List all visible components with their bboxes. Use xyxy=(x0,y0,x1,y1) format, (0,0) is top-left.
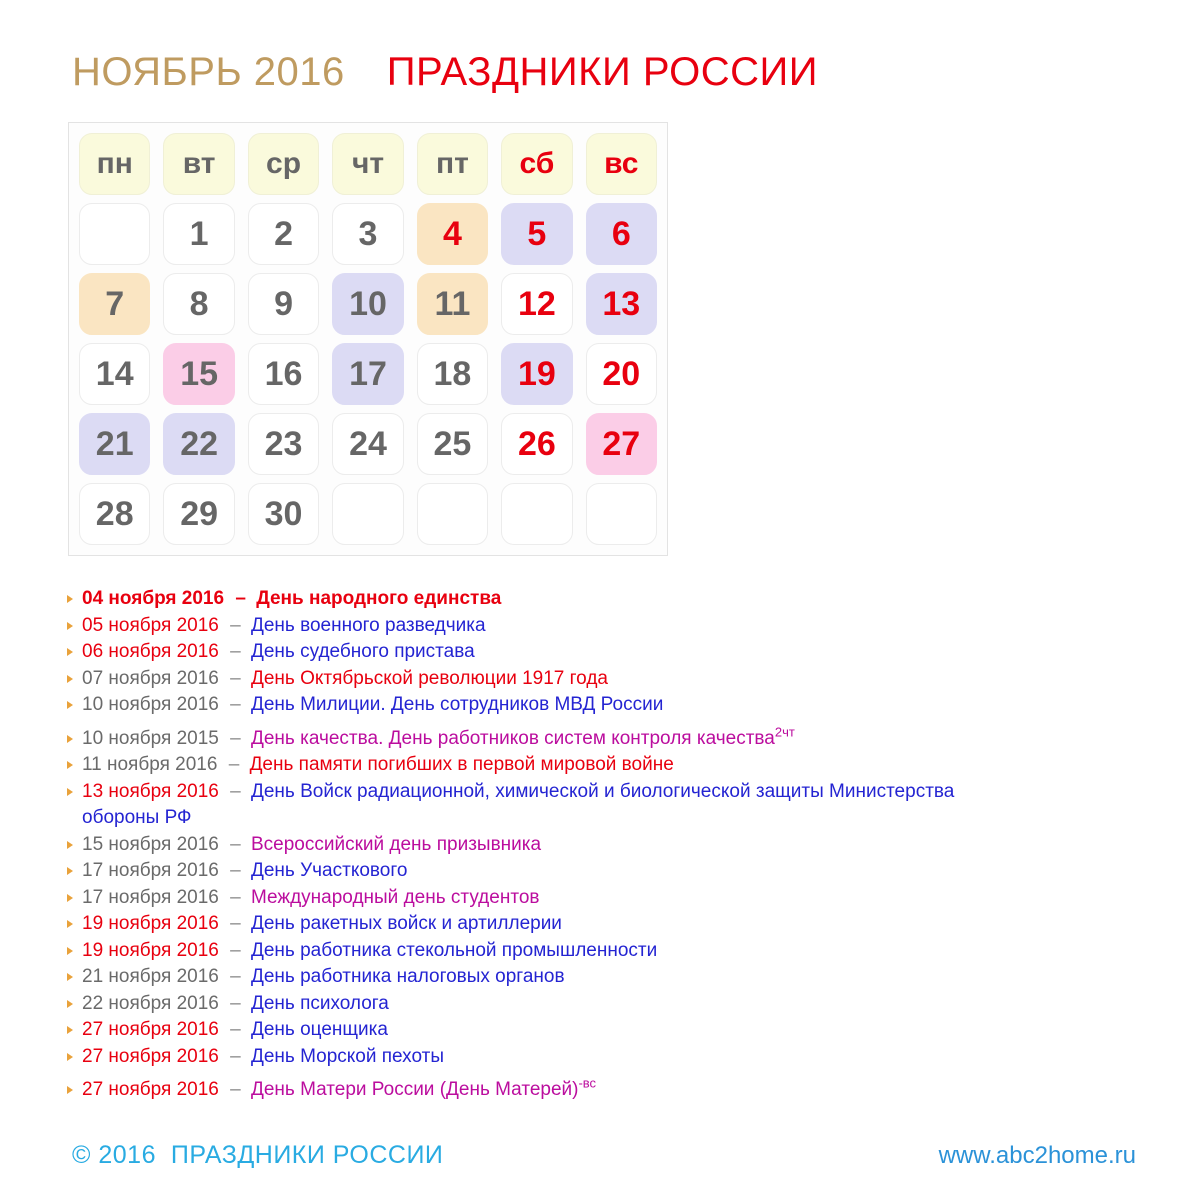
calendar-day-cell xyxy=(332,483,403,545)
holiday-dash: – xyxy=(228,754,240,775)
calendar-day-cell xyxy=(163,273,234,335)
calendar-day-cell xyxy=(417,483,488,545)
calendar-day-cell xyxy=(79,203,150,265)
holiday-item xyxy=(66,779,966,832)
day-number: 26 xyxy=(517,424,556,463)
holiday-date: 19 ноября 2016 xyxy=(82,913,219,934)
holiday-name[interactable] xyxy=(251,1019,388,1040)
holiday-item xyxy=(66,832,966,859)
holiday-name-text: День работника налоговых органов xyxy=(250,966,565,987)
holiday-name-text: День Матери России (День Матерей) xyxy=(250,1079,579,1100)
day-number: 8 xyxy=(189,284,209,323)
holiday-name[interactable] xyxy=(251,993,389,1014)
bullet-arrow-icon xyxy=(67,788,73,796)
holiday-date: 27 ноября 2016 xyxy=(82,1045,219,1067)
holiday-item xyxy=(66,726,966,753)
day-number: 29 xyxy=(180,494,219,533)
holiday-name-text: Всероссийский день призывника xyxy=(250,833,542,855)
bullet-arrow-icon xyxy=(67,841,73,849)
holiday-dash: – xyxy=(230,641,241,662)
day-number: 2 xyxy=(274,214,294,253)
holiday-name-text: День судебного пристава xyxy=(250,641,475,662)
holiday-date: 19 ноября 2016 xyxy=(82,939,219,961)
holiday-name[interactable] xyxy=(251,615,486,636)
weekday-header-cell: чт xyxy=(332,133,403,195)
bullet-arrow-icon xyxy=(67,1000,73,1008)
holiday-item xyxy=(66,639,966,666)
day-number: 13 xyxy=(602,284,641,323)
holiday-dash: – xyxy=(230,939,241,961)
calendar-day-cell xyxy=(501,483,572,545)
holiday-name-text: День Войск радиационной, химической и биологической защиты Министерства обороны РФ xyxy=(82,780,955,828)
calendar-day-cell xyxy=(586,483,657,545)
holiday-name[interactable] xyxy=(251,834,541,855)
holiday-item xyxy=(66,613,966,640)
holiday-date: 17 ноября 2016 xyxy=(82,886,219,908)
holiday-dash: – xyxy=(230,992,241,1014)
day-number: 23 xyxy=(264,424,303,463)
calendar-day-cell xyxy=(79,483,150,545)
calendar-day-cell xyxy=(586,343,657,405)
holiday-date: 10 ноября 2016 xyxy=(82,694,219,715)
holiday-name-text: День военного разведчика xyxy=(250,614,486,636)
holiday-name[interactable] xyxy=(251,860,407,881)
calendar-day-cell xyxy=(248,203,319,265)
holiday-list xyxy=(66,586,966,1104)
holiday-item xyxy=(66,1044,966,1071)
calendar-day-cell xyxy=(501,413,572,475)
day-number: 4 xyxy=(442,214,462,253)
day-number: 7 xyxy=(105,284,125,323)
holiday-name-text: День работника стекольной промышленности xyxy=(250,939,658,961)
holiday-name[interactable] xyxy=(250,754,674,775)
calendar-day-cell xyxy=(332,273,403,335)
day-number: 16 xyxy=(264,354,303,393)
site-title: ПРАЗДНИКИ РОССИИ xyxy=(386,50,819,94)
calendar-day-cell xyxy=(501,343,572,405)
holiday-date: 13 ноября 2016 xyxy=(82,780,219,802)
bullet-arrow-icon xyxy=(67,735,73,743)
holiday-item xyxy=(66,858,966,885)
holiday-dash: – xyxy=(230,727,241,749)
page-footer xyxy=(0,1141,1200,1170)
day-number: 22 xyxy=(180,424,219,463)
bullet-arrow-icon xyxy=(67,920,73,928)
day-number: 21 xyxy=(95,424,134,463)
bullet-arrow-icon xyxy=(67,761,73,769)
month-title: НОЯБРЬ 2016 xyxy=(72,50,345,94)
calendar-grid xyxy=(79,133,657,545)
weekday-header-cell: сб xyxy=(501,133,572,195)
calendar-day-cell xyxy=(417,203,488,265)
day-number: 24 xyxy=(349,424,387,463)
day-number: 25 xyxy=(433,424,472,463)
holiday-date: 17 ноября 2016 xyxy=(82,860,219,881)
calendar-day-cell xyxy=(79,343,150,405)
holiday-date: 06 ноября 2016 xyxy=(82,641,219,662)
weekday-header-cell: пн xyxy=(79,133,150,195)
holiday-dash: – xyxy=(230,913,241,934)
holiday-dash: – xyxy=(230,614,241,636)
calendar-day-cell xyxy=(586,413,657,475)
day-number: 14 xyxy=(95,354,134,393)
holiday-item xyxy=(66,692,966,719)
holiday-name-text: День ракетных войск и артиллерии xyxy=(250,913,562,934)
day-number: 5 xyxy=(527,214,547,253)
bullet-arrow-icon xyxy=(67,1053,73,1061)
weekday-header-cell: пт xyxy=(417,133,488,195)
holiday-name-text: День народного единства xyxy=(256,588,502,609)
calendar-day-cell xyxy=(248,343,319,405)
calendar-day-cell xyxy=(79,273,150,335)
calendar-day-cell xyxy=(417,273,488,335)
holiday-dash: – xyxy=(230,1019,241,1040)
calendar xyxy=(68,122,668,556)
weekday-header-cell: вт xyxy=(163,133,234,195)
bullet-arrow-icon xyxy=(67,973,73,981)
day-number: 27 xyxy=(602,424,641,463)
day-number: 9 xyxy=(274,284,294,323)
day-number: 19 xyxy=(517,354,556,393)
calendar-day-cell xyxy=(79,413,150,475)
bullet-arrow-icon xyxy=(67,867,73,875)
copyright-text: © 2016 ПРАЗДНИКИ РОССИИ xyxy=(72,1141,444,1169)
bullet-arrow-icon xyxy=(67,1086,73,1094)
holiday-name[interactable] xyxy=(251,641,475,662)
holiday-date: 27 ноября 2016 xyxy=(82,1079,219,1100)
holiday-date: 27 ноября 2016 xyxy=(82,1019,219,1040)
bullet-arrow-icon xyxy=(67,675,73,683)
day-number: 20 xyxy=(602,354,641,393)
holiday-name-text: День Милиции. День сотрудников МВД России xyxy=(250,694,664,715)
holiday-name-text: День Морской пехоты xyxy=(250,1045,444,1067)
day-number: 10 xyxy=(349,284,387,323)
site-link[interactable]: www.abc2home.ru xyxy=(938,1142,1136,1169)
calendar-day-cell xyxy=(163,413,234,475)
holiday-dash: – xyxy=(230,966,241,987)
bullet-arrow-icon xyxy=(67,894,73,902)
bullet-arrow-icon xyxy=(67,1026,73,1034)
holiday-dash: – xyxy=(230,1045,241,1067)
holiday-item xyxy=(66,991,966,1018)
holiday-name-text: День Участкового xyxy=(250,860,408,881)
holiday-name-text: День памяти погибших в первой мировой войне xyxy=(249,754,674,775)
calendar-day-cell xyxy=(501,273,572,335)
day-number: 6 xyxy=(611,214,631,253)
holiday-item xyxy=(66,885,966,912)
holiday-name-text: День Октябрьской революции 1917 года xyxy=(250,667,608,689)
calendar-day-cell xyxy=(417,343,488,405)
holiday-name[interactable] xyxy=(250,724,795,749)
bullet-arrow-icon xyxy=(67,648,73,656)
calendar-day-cell xyxy=(332,413,403,475)
calendar-day-cell xyxy=(586,203,657,265)
day-number: 12 xyxy=(517,284,556,323)
calendar-day-cell xyxy=(586,273,657,335)
holiday-name[interactable] xyxy=(251,913,562,934)
bullet-arrow-icon xyxy=(67,622,73,630)
holiday-dash: – xyxy=(235,588,246,609)
holiday-item xyxy=(66,938,966,965)
holiday-dash: – xyxy=(230,886,241,908)
day-number: 15 xyxy=(180,354,219,393)
bullet-arrow-icon xyxy=(67,701,73,709)
holiday-dash: – xyxy=(230,780,241,802)
holiday-item xyxy=(66,752,966,779)
calendar-day-cell xyxy=(417,413,488,475)
holiday-name[interactable] xyxy=(251,940,657,961)
holiday-date: 05 ноября 2016 xyxy=(82,614,219,636)
day-number: 1 xyxy=(189,214,209,253)
holiday-name[interactable] xyxy=(250,1075,597,1100)
calendar-day-cell xyxy=(163,203,234,265)
calendar-day-cell xyxy=(248,413,319,475)
holiday-name[interactable] xyxy=(251,668,608,689)
holiday-date: 11 ноября 2016 xyxy=(82,754,218,775)
holiday-dash: – xyxy=(230,667,241,689)
weekday-header-cell: ср xyxy=(248,133,319,195)
holiday-date: 07 ноября 2016 xyxy=(82,667,219,689)
day-number: 11 xyxy=(434,284,471,323)
weekday-header-cell: вс xyxy=(586,133,657,195)
holiday-dash: – xyxy=(230,833,241,855)
holiday-superscript: -вс xyxy=(578,1075,597,1091)
holiday-dash: – xyxy=(230,1079,241,1100)
calendar-day-cell xyxy=(501,203,572,265)
day-number: 28 xyxy=(95,494,134,533)
bullet-arrow-icon xyxy=(67,595,73,603)
holiday-item xyxy=(66,666,966,693)
calendar-day-cell xyxy=(332,343,403,405)
holiday-item xyxy=(66,911,966,938)
holiday-name-text: Международный день студентов xyxy=(250,886,540,908)
holiday-date: 22 ноября 2016 xyxy=(82,992,219,1014)
holiday-name[interactable] xyxy=(256,588,501,609)
bullet-arrow-icon xyxy=(67,947,73,955)
day-number: 17 xyxy=(349,354,387,393)
holiday-dash: – xyxy=(230,694,241,715)
holiday-name-text: День оценщика xyxy=(250,1019,388,1040)
holiday-dash: – xyxy=(230,860,241,881)
holiday-date: 04 ноября 2016 xyxy=(82,588,225,609)
day-number: 3 xyxy=(358,214,378,253)
holiday-name[interactable] xyxy=(251,1046,444,1067)
holiday-date: 15 ноября 2016 xyxy=(82,833,219,855)
holiday-name[interactable] xyxy=(251,966,565,987)
holiday-superscript: 2чт xyxy=(774,724,795,740)
holiday-name[interactable] xyxy=(251,887,540,908)
holiday-date: 21 ноября 2016 xyxy=(82,966,219,987)
holiday-item xyxy=(66,1017,966,1044)
day-number: 18 xyxy=(433,354,472,393)
page-header xyxy=(72,50,818,94)
holiday-item xyxy=(66,1077,966,1104)
holiday-name[interactable] xyxy=(251,694,663,715)
holiday-item xyxy=(66,586,966,613)
calendar-day-cell xyxy=(163,343,234,405)
calendar-day-cell xyxy=(248,483,319,545)
calendar-day-cell xyxy=(163,483,234,545)
holiday-item xyxy=(66,964,966,991)
holiday-date: 10 ноября 2015 xyxy=(82,727,219,749)
day-number: 30 xyxy=(264,494,303,533)
calendar-day-cell xyxy=(332,203,403,265)
holiday-name-text: День качества. День работников систем контроля качества xyxy=(250,727,775,749)
holiday-name-text: День психолога xyxy=(250,992,389,1014)
calendar-day-cell xyxy=(248,273,319,335)
